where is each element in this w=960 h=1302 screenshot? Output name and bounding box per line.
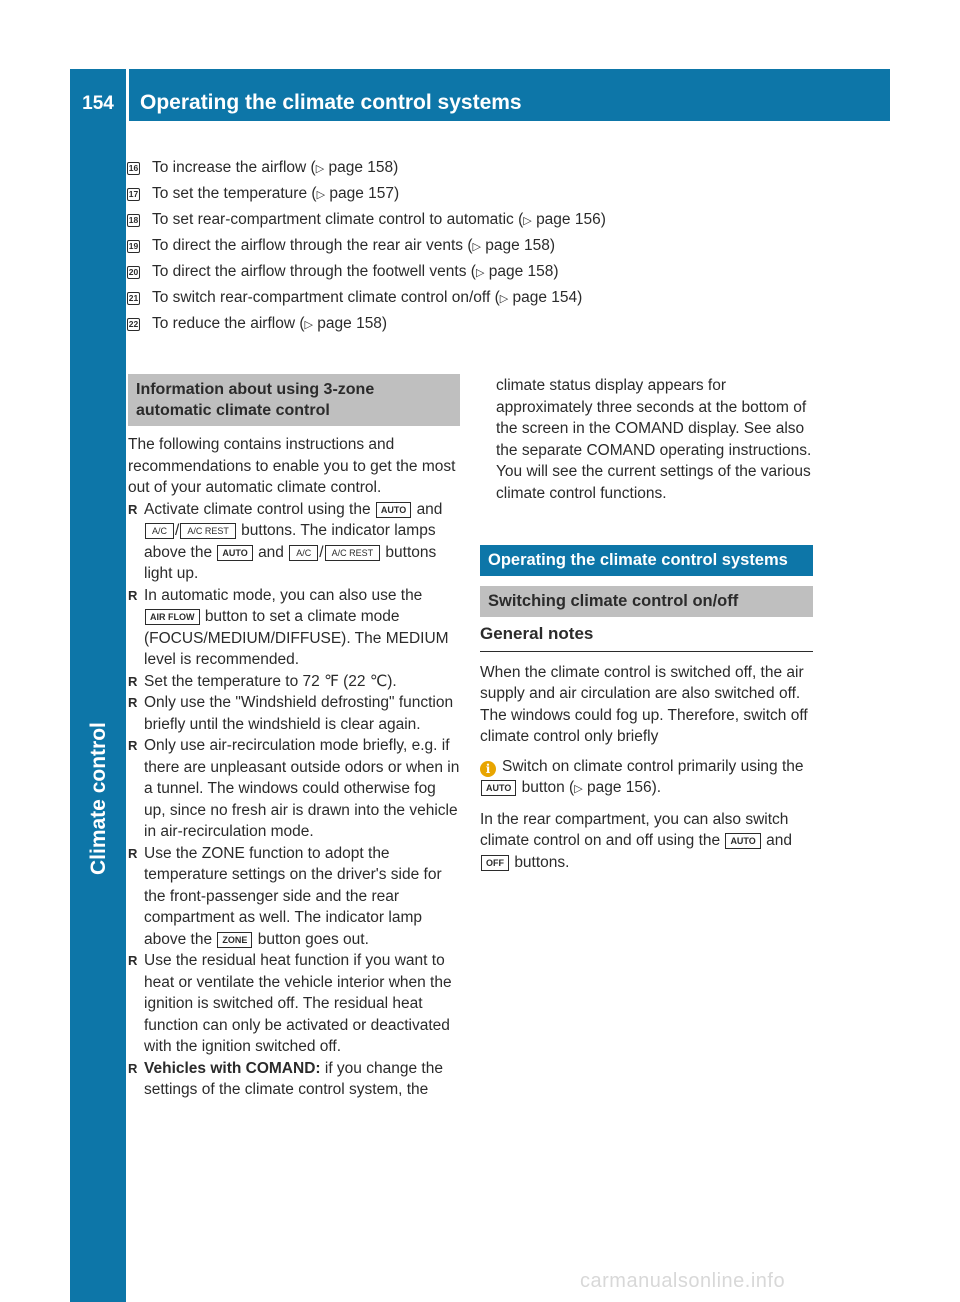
continued-paragraph: climate status display appears for approximately three seconds at the bottom of the screen in the COMAND display. See also the separate COMAND operating instructions. You will see the current settings of the various climate control functions. <box>496 377 812 502</box>
legend-item <box>127 233 827 259</box>
auto-button-icon: AUTO <box>376 502 411 518</box>
page-ref-link[interactable]: page 158) <box>488 263 559 280</box>
page-ref-arrow-icon: ▷ <box>304 318 313 331</box>
ac-rest-button-icon: A/C REST <box>325 545 381 561</box>
bullet-item: R Set the temperature to 72 ℉ (22 ℃). <box>128 671 460 693</box>
bullet-item: R Activate climate control using the AUTO and A/C / A/C REST buttons. The indicator lamps above the AUTO and A/C / A/C REST buttons light up. <box>128 499 460 585</box>
side-tab-label: Climate control <box>87 722 110 875</box>
intro-paragraph: The following contains instructions and recommendations to enable you to get the most out of your automatic climate control. <box>128 436 456 496</box>
legend-item <box>127 285 827 311</box>
legend-text: To direct the airflow through the footwell vents ( <box>152 263 476 280</box>
page-ref-arrow-icon: ▷ <box>315 162 325 175</box>
bold-lead: Vehicles with COMAND: <box>144 1059 321 1077</box>
general-notes-heading: General notes <box>480 617 813 652</box>
legend-text: To switch rear-compartment climate control on/off ( <box>152 289 500 306</box>
right-column <box>480 375 813 873</box>
legend-item <box>127 259 827 285</box>
page-ref-link[interactable]: page 158) <box>328 159 399 176</box>
legend-text: To reduce the airflow ( <box>152 315 305 332</box>
legend-number: 20 <box>128 267 139 277</box>
legend-text: To set rear-compartment climate control to automatic ( <box>152 211 524 228</box>
page-ref-link[interactable]: page 158) <box>317 315 388 332</box>
ac-rest-button-icon: A/C REST <box>180 523 236 539</box>
legend-text: To direct the airflow through the rear air vents ( <box>152 237 473 254</box>
zone-button-icon: ZONE <box>217 932 252 948</box>
page-title: Operating the climate control systems <box>140 91 522 114</box>
ac-button-icon: A/C <box>289 545 318 561</box>
legend-number: 18 <box>128 215 139 225</box>
legend-list <box>127 155 827 337</box>
bullet-item: R Vehicles with COMAND: if you change the settings of the climate control system, the <box>128 1058 460 1101</box>
page-ref-arrow-icon: ▷ <box>523 214 532 227</box>
legend-item <box>127 181 827 207</box>
legend-text: To set the temperature ( <box>152 185 317 202</box>
legend-item <box>127 155 827 181</box>
legend-text: To increase the airflow ( <box>152 159 316 176</box>
notes-paragraph: When the climate control is switched off, the air supply and air circulation are also switched off. The windows could fog up. Therefore, switch off climate control only briefly <box>480 663 808 745</box>
auto-button-icon: AUTO <box>481 780 516 796</box>
page-ref-arrow-icon: ▷ <box>475 266 485 279</box>
legend-number: 16 <box>128 163 139 173</box>
rear-paragraph: In the rear compartment, you can also switch climate control on and off using the AUTO and OFF buttons. <box>480 810 792 871</box>
page-ref-link[interactable]: page 157) <box>329 185 400 202</box>
bullet-item: R Only use air-recirculation mode briefly, e.g. if there are unpleasant outside odors or when in a tunnel. The windows could otherwise fog up, since no fresh air is drawn into the vehicle in air-recirculation mode. <box>128 735 460 843</box>
page-ref-arrow-icon: ▷ <box>499 292 509 305</box>
legend-item <box>127 311 827 337</box>
legend-number: 22 <box>128 319 139 329</box>
section-heading: Information about using 3-zone automatic climate control <box>128 374 460 426</box>
section-heading-blue: Operating the climate control systems <box>480 545 813 576</box>
page-ref-arrow-icon: ▷ <box>316 188 326 201</box>
page-ref-link[interactable]: page 154) <box>512 289 583 306</box>
info-icon: i <box>480 761 496 777</box>
legend-number: 21 <box>128 293 139 303</box>
bullet-item: R Use the ZONE function to adopt the temperature settings on the driver's side for the front-passenger side and the rear compartment as well. The indicator lamp above the ZONE button goes out. <box>128 843 460 951</box>
bullet-item: R Only use the "Windshield defrosting" function briefly until the windshield is clear again. <box>128 692 460 735</box>
page-number: 154 <box>82 93 114 114</box>
ac-button-icon: A/C <box>145 523 174 539</box>
left-column <box>128 374 460 1101</box>
watermark: carmanualsonline.info <box>580 1270 786 1292</box>
subsection-heading: Switching climate control on/off <box>480 586 813 617</box>
bullet-item: R Use the residual heat function if you want to heat or ventilate the vehicle interior when the ignition is switched off. The residual heat function can only be activated or deactivated with the ignition switched off. <box>128 950 460 1058</box>
page-ref-link[interactable]: page 156) <box>536 211 606 228</box>
legend-number: 17 <box>128 189 139 199</box>
page-ref-arrow-icon: ▷ <box>472 240 481 253</box>
header-separator <box>126 69 129 121</box>
page-ref-arrow-icon: ▷ <box>574 783 583 796</box>
auto-button-icon: AUTO <box>725 833 760 849</box>
bullet-item: R In automatic mode, you can also use the AIR FLOW button to set a climate mode (FOCUS/MEDIUM/DIFFUSE). The MEDIUM level is recommended. <box>128 585 460 671</box>
legend-item <box>127 207 827 233</box>
page-ref-link[interactable]: page 158) <box>485 237 556 254</box>
airflow-button-icon: AIR FLOW <box>145 609 200 625</box>
info-note: i Switch on climate control primarily using the AUTO button (▷ page 156). <box>480 756 813 801</box>
legend-number: 19 <box>128 241 139 251</box>
off-button-icon: OFF <box>481 855 509 871</box>
page-ref-link[interactable]: page 156). <box>587 779 662 797</box>
auto-button-icon: AUTO <box>217 545 252 561</box>
